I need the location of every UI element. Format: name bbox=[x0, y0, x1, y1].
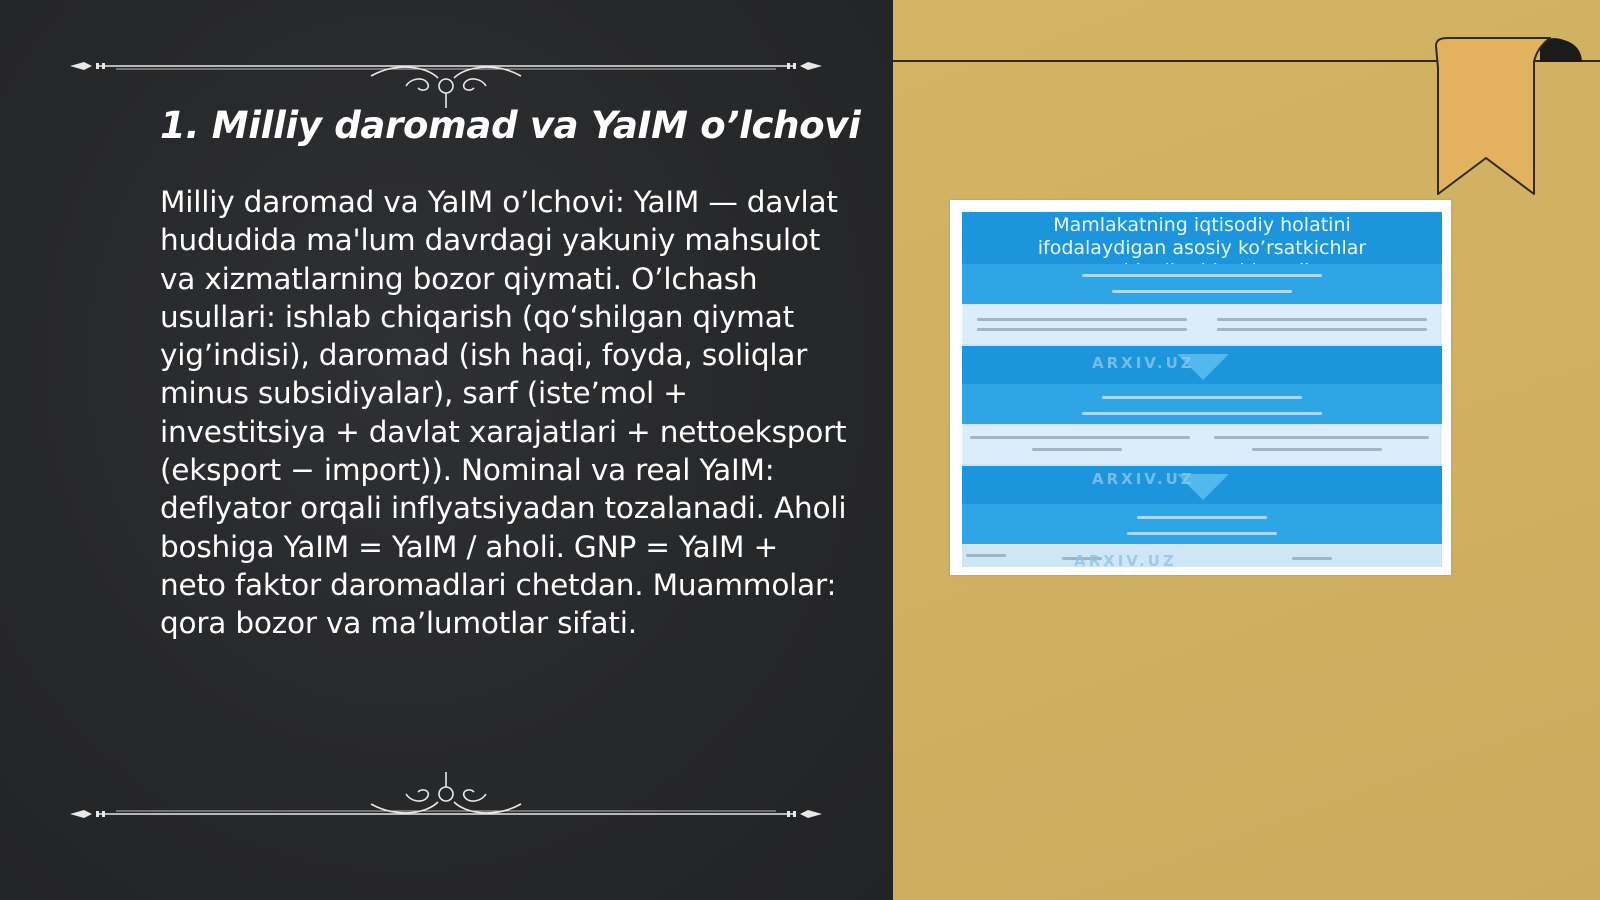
diagram-canvas bbox=[962, 212, 1442, 570]
diagram-subrow bbox=[962, 306, 1442, 344]
blurred-text bbox=[970, 436, 1190, 439]
diagram-subrow bbox=[962, 426, 1442, 464]
blurred-text bbox=[977, 328, 1187, 331]
blurred-text bbox=[966, 554, 1006, 557]
watermark-text: ARXIV.UZ bbox=[1074, 552, 1177, 570]
blurred-text bbox=[1137, 516, 1267, 519]
blurred-text bbox=[1292, 557, 1332, 560]
blurred-text bbox=[1082, 412, 1322, 415]
blurred-text bbox=[1102, 396, 1302, 399]
flourish-divider-icon bbox=[66, 50, 826, 110]
blurred-text bbox=[1032, 448, 1122, 451]
blurred-text bbox=[1214, 436, 1429, 439]
diagram-heading-line: Mamlakatning iqtisodiy holatini bbox=[1053, 214, 1351, 236]
blurred-text bbox=[1082, 274, 1322, 277]
diagram-band bbox=[962, 264, 1442, 304]
watermark-text: ARXIV.UZ bbox=[1092, 354, 1195, 372]
blurred-text bbox=[1127, 532, 1277, 535]
blurred-text bbox=[977, 318, 1187, 321]
slide-title: 1. Milliy daromad va YaIM o’lchovi bbox=[160, 104, 861, 147]
blurred-text bbox=[1112, 290, 1292, 293]
diagram-band bbox=[962, 504, 1442, 544]
bookmark-ribbon-icon bbox=[1430, 34, 1592, 202]
slide-body-text: Milliy daromad va YaIM o’lchovi: YaIM — davlat hududida ma'lum davrdagi yakuniy mahsulot va xizmatlarning bozor qiymati. O’lchash usullari: ishlab chiqarish (qo‘shilgan qiymat yig’indisi), daromad (ish haqi, foyda, soliqlar minus subsidiyalar), sarf (iste’mol + investitsiya + davlat xarajatlari + nettoeksport (eksport − import)). Nominal va real YaIM: deflyator orqali inflyatsiyadan tozalanadi. Aholi boshiga YaIM = YaIM / aholi. GNP = YaIM + neto faktor daromadlari chetdan. Muammolar: qora bozor va ma’lumotlar sifati. bbox=[160, 185, 847, 641]
blurred-text bbox=[1217, 328, 1427, 331]
diagram-heading-line: ifodalaydigan asosiy ko’rsatkichlar bbox=[1037, 237, 1367, 259]
blurred-text bbox=[1217, 318, 1427, 321]
diagram-band bbox=[962, 384, 1442, 424]
blurred-text bbox=[1252, 448, 1382, 451]
diagram-image bbox=[950, 200, 1451, 575]
watermark-text: ARXIV.UZ bbox=[1092, 470, 1195, 488]
flourish-divider-icon bbox=[66, 770, 826, 830]
